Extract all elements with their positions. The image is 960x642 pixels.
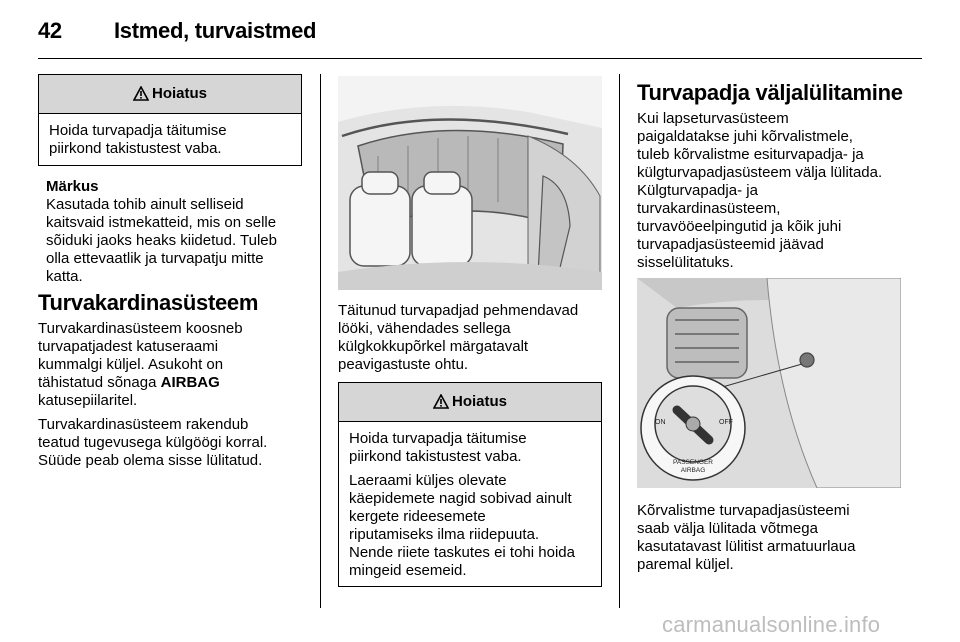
text-line: paigaldatakse juhi kõrvalistmele, [637,128,853,145]
text-line: külgturvapadjasüsteem välja lülitada. [637,164,883,181]
text-line: turvavööeelpingutid ja kõik juhi [637,218,842,235]
note-line: sõiduki jaoks heaks kiidetud. Tuleb [46,232,277,249]
warning-title: Hoiatus [451,393,507,410]
text-line: külgkokkupõrkel märgatavalt [338,338,529,355]
warning-header [39,75,301,114]
text-line: peavigastuste ohtu. [338,356,469,373]
note-line: Kasutada tohib ainult selliseid [46,196,244,213]
text-line: Külgturvapadja- ja [637,182,758,199]
text-line: saab välja lülitada võtmega [637,520,818,537]
header-rule [38,58,922,59]
text-line: lööki, vähendades sellega [338,320,511,337]
curtain-paragraph-1 [38,320,313,410]
text-line: katusepiilaritel. [38,392,138,409]
text-line: Kõrvalistme turvapadjasüsteemi [637,502,850,519]
illustration-caption-2 [637,502,927,574]
text-line: paremal küljel. [637,556,734,573]
text-line: Täitunud turvapadjad pehmendavad [338,302,579,319]
section-heading-curtain: Turvakardinasüsteem [38,290,259,315]
curtain-paragraph-2 [38,416,313,470]
text-line: Süüde peab olema sisse lülitatud. [38,452,263,469]
text-line: tuleb kõrvalistme esiturvapadja- ja [637,146,864,163]
note-title: Märkus [46,178,99,195]
note-block [46,178,306,286]
column-divider-2 [619,74,620,608]
note-line: kaitsvaid istmekatteid, mis on selle [46,214,277,231]
text-line: teatud tugevusega külgöögi korral. [38,434,268,451]
warning-title: Hoiatus [151,85,207,102]
note-line: olla ettevaatlik ja turvapatju mitte [46,250,264,267]
warning-triangle-icon [133,86,149,101]
text-line: turvapadjasüsteemid jäävad [637,236,824,253]
warning-header [339,383,601,422]
page-number: 42 [38,18,62,43]
text-line: turvakardinasüsteem, [637,200,781,217]
switch-label-off: OFF [719,419,733,426]
note-line: katta. [46,268,83,285]
curtain-airbag-illustration [338,76,602,290]
warning-text: Laeraami küljes olevate käepidemete nagid sobivad ainult kergete rideesemete riputamiseks ilma riidepuuta. Nende riiete taskutes ei tohi hoida mingeid esemeid. [349,472,575,579]
watermark-text: carmanualsonline.info [662,612,881,637]
switch-label-passenger: PASSENGER [673,459,713,466]
deactivation-paragraph [637,110,927,272]
switch-label-airbag: AIRBAG [680,467,706,474]
text-line: sisselülitatuks. [637,254,734,271]
dashboard-switch-drawing [637,278,901,488]
text-line: Turvakardinasüsteem rakendub [38,416,249,433]
warning-box-2 [338,382,602,587]
warning-text: Hoida turvapadja täitumise piirkond takistustest vaba. [349,430,527,465]
warning-triangle-icon [433,394,449,409]
warning-text: Hoida turvapadja täitumise piirkond takistustest vaba. [49,122,227,157]
switch-label-on: ON [655,419,666,426]
column-divider-1 [320,74,321,608]
airbag-switch-illustration [637,278,901,488]
text-line: Turvakardinasüsteem koosneb [38,320,243,337]
text-line: turvapatjadest katuseraami [38,338,219,355]
car-interior-airbag-drawing [338,76,602,290]
text-line: Kui lapseturvasüsteem [637,110,789,127]
text-line: tähistatud sõnaga [38,374,157,391]
text-line: kummalgi küljel. Asukoht on [38,356,224,373]
section-heading-deactivation: Turvapadja väljalülitamine [637,80,903,105]
text-line: kasutatavast lülitist armatuurlaua [637,538,856,555]
page-title: Istmed, turvaistmed [114,18,317,43]
illustration-caption-1 [338,302,610,374]
airbag-keyword: AIRBAG [160,374,220,391]
warning-box-1 [38,74,302,166]
